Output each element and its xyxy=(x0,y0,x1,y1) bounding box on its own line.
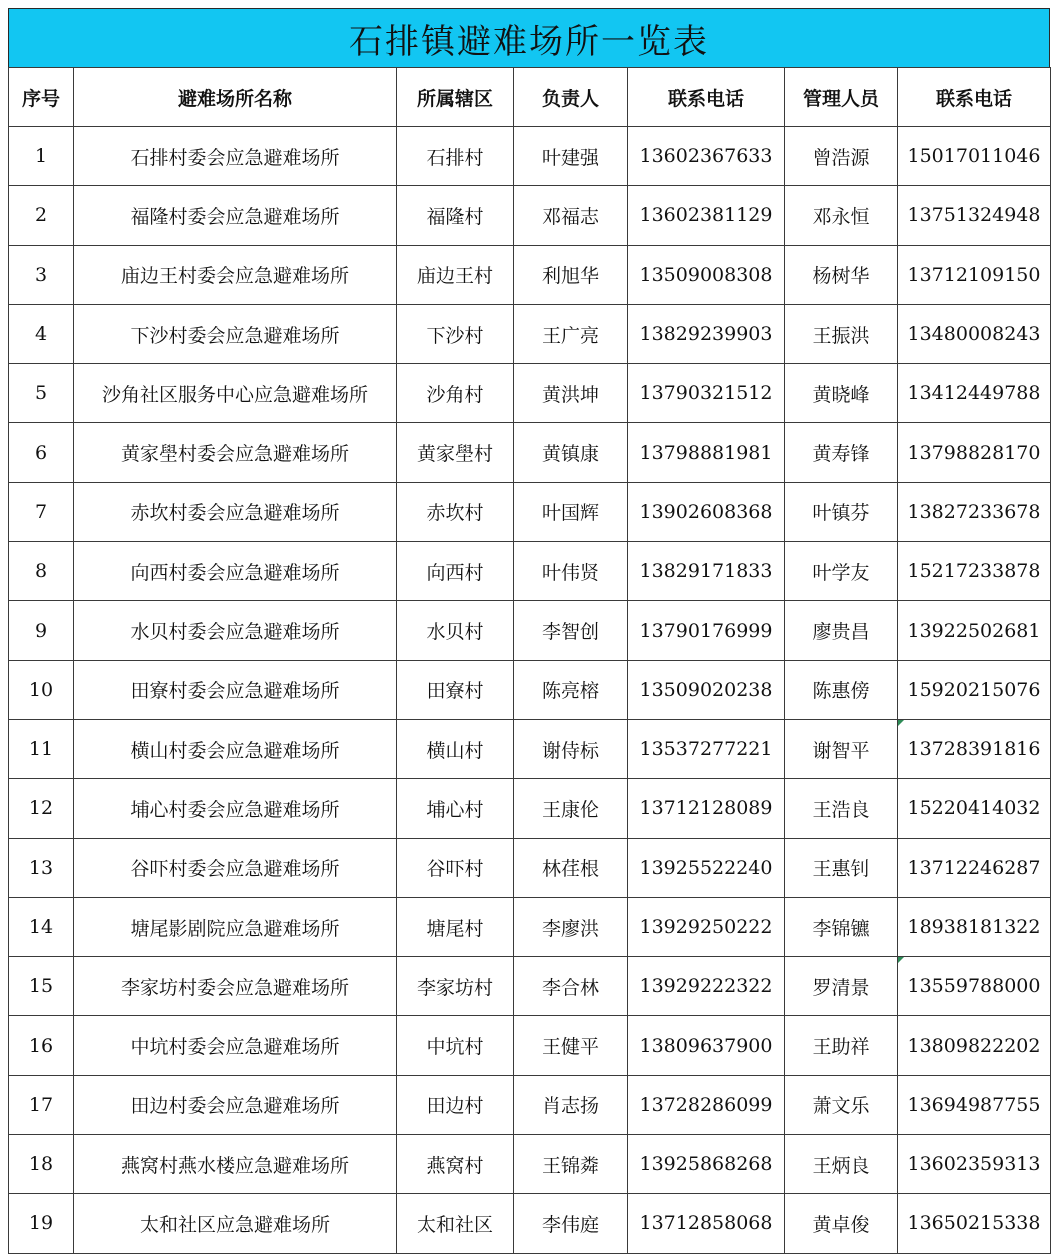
cell-manager-phone[interactable]: 18938181322 xyxy=(898,897,1051,956)
cell-phone[interactable]: 13509008308 xyxy=(628,245,785,304)
cell-responsible[interactable]: 王健平 xyxy=(514,1016,628,1075)
sheet-title: 石排镇避难场所一览表 xyxy=(8,8,1050,67)
cell-manager[interactable]: 李锦镳 xyxy=(785,897,898,956)
header-district[interactable]: 所属辖区 xyxy=(397,68,514,127)
cell-district[interactable]: 向西村 xyxy=(397,542,514,601)
table-row xyxy=(9,1194,1051,1253)
table-row xyxy=(9,127,1051,186)
cell-manager-phone[interactable]: 13694987755 xyxy=(898,1075,1051,1134)
cell-shelter-name[interactable]: 李家坊村委会应急避难场所 xyxy=(74,957,397,1016)
cell-district[interactable]: 塘尾村 xyxy=(397,897,514,956)
cell-manager[interactable]: 杨树华 xyxy=(785,245,898,304)
cell-shelter-name[interactable]: 田寮村委会应急避难场所 xyxy=(74,660,397,719)
cell-shelter-name[interactable]: 燕窝村燕水楼应急避难场所 xyxy=(74,1135,397,1194)
cell-index[interactable]: 10 xyxy=(9,660,74,719)
cell-manager-phone[interactable]: 13827233678 xyxy=(898,482,1051,541)
cell-manager[interactable]: 王浩良 xyxy=(785,779,898,838)
cell-index[interactable]: 16 xyxy=(9,1016,74,1075)
header-index[interactable]: 序号 xyxy=(9,68,74,127)
cell-index[interactable]: 2 xyxy=(9,186,74,245)
cell-index[interactable]: 8 xyxy=(9,542,74,601)
cell-phone[interactable]: 13712858068 xyxy=(628,1194,785,1253)
cell-manager[interactable]: 邓永恒 xyxy=(785,186,898,245)
cell-district[interactable]: 中坑村 xyxy=(397,1016,514,1075)
cell-manager[interactable]: 廖贵昌 xyxy=(785,601,898,660)
cell-phone[interactable]: 13929250222 xyxy=(628,897,785,956)
table-row xyxy=(9,660,1051,719)
header-phone[interactable]: 联系电话 xyxy=(628,68,785,127)
cell-index[interactable]: 11 xyxy=(9,719,74,778)
cell-responsible[interactable]: 谢侍标 xyxy=(514,719,628,778)
cell-responsible[interactable]: 李合林 xyxy=(514,957,628,1016)
cell-index[interactable]: 9 xyxy=(9,601,74,660)
cell-district[interactable]: 田寮村 xyxy=(397,660,514,719)
cell-responsible[interactable]: 李廖洪 xyxy=(514,897,628,956)
cell-manager[interactable]: 黄晓峰 xyxy=(785,364,898,423)
header-row xyxy=(9,68,1051,127)
cell-district[interactable]: 谷吓村 xyxy=(397,838,514,897)
cell-shelter-name[interactable]: 太和社区应急避难场所 xyxy=(74,1194,397,1253)
cell-phone[interactable]: 13602367633 xyxy=(628,127,785,186)
cell-manager[interactable]: 萧文乐 xyxy=(785,1075,898,1134)
cell-responsible[interactable]: 邓福志 xyxy=(514,186,628,245)
cell-index[interactable]: 7 xyxy=(9,482,74,541)
cell-responsible[interactable]: 李智创 xyxy=(514,601,628,660)
cell-phone[interactable]: 13602381129 xyxy=(628,186,785,245)
cell-manager-phone[interactable]: 15017011046 xyxy=(898,127,1051,186)
cell-responsible[interactable]: 李伟庭 xyxy=(514,1194,628,1253)
cell-district[interactable]: 田边村 xyxy=(397,1075,514,1134)
cell-responsible[interactable]: 叶建强 xyxy=(514,127,628,186)
cell-responsible[interactable]: 利旭华 xyxy=(514,245,628,304)
cell-manager[interactable]: 黄寿锋 xyxy=(785,423,898,482)
cell-phone[interactable]: 13809637900 xyxy=(628,1016,785,1075)
cell-responsible[interactable]: 肖志扬 xyxy=(514,1075,628,1134)
header-shelter-name[interactable]: 避难场所名称 xyxy=(74,68,397,127)
cell-shelter-name[interactable]: 横山村委会应急避难场所 xyxy=(74,719,397,778)
cell-phone[interactable]: 13929222322 xyxy=(628,957,785,1016)
cell-manager-phone[interactable]: 13809822202 xyxy=(898,1016,1051,1075)
cell-index[interactable]: 4 xyxy=(9,304,74,363)
cell-district[interactable]: 福隆村 xyxy=(397,186,514,245)
cell-responsible[interactable]: 王广亮 xyxy=(514,304,628,363)
cell-phone[interactable]: 13790321512 xyxy=(628,364,785,423)
cell-district[interactable]: 水贝村 xyxy=(397,601,514,660)
cell-district[interactable]: 沙角村 xyxy=(397,364,514,423)
cell-shelter-name[interactable]: 水贝村委会应急避难场所 xyxy=(74,601,397,660)
cell-responsible[interactable]: 叶伟贤 xyxy=(514,542,628,601)
header-manager[interactable]: 管理人员 xyxy=(785,68,898,127)
cell-phone[interactable]: 13509020238 xyxy=(628,660,785,719)
table-row xyxy=(9,423,1051,482)
table-row xyxy=(9,304,1051,363)
cell-manager-phone[interactable]: 13412449788 xyxy=(898,364,1051,423)
cell-shelter-name[interactable]: 埔心村委会应急避难场所 xyxy=(74,779,397,838)
cell-shelter-name[interactable]: 谷吓村委会应急避难场所 xyxy=(74,838,397,897)
cell-index[interactable]: 14 xyxy=(9,897,74,956)
cell-shelter-name[interactable]: 庙边王村委会应急避难场所 xyxy=(74,245,397,304)
cell-responsible[interactable]: 陈亮榕 xyxy=(514,660,628,719)
table-row xyxy=(9,1016,1051,1075)
cell-phone[interactable]: 13902608368 xyxy=(628,482,785,541)
cell-shelter-name[interactable]: 赤坎村委会应急避难场所 xyxy=(74,482,397,541)
table-row xyxy=(9,1135,1051,1194)
cell-shelter-name[interactable]: 田边村委会应急避难场所 xyxy=(74,1075,397,1134)
cell-manager-phone[interactable]: 15920215076 xyxy=(898,660,1051,719)
cell-district[interactable]: 石排村 xyxy=(397,127,514,186)
cell-manager[interactable]: 黄卓俊 xyxy=(785,1194,898,1253)
cell-shelter-name[interactable]: 向西村委会应急避难场所 xyxy=(74,542,397,601)
table-row xyxy=(9,719,1051,778)
cell-shelter-name[interactable]: 黄家壆村委会应急避难场所 xyxy=(74,423,397,482)
cell-phone[interactable]: 13728286099 xyxy=(628,1075,785,1134)
cell-phone[interactable]: 13712128089 xyxy=(628,779,785,838)
cell-index[interactable]: 6 xyxy=(9,423,74,482)
cell-manager[interactable]: 罗清景 xyxy=(785,957,898,1016)
cell-responsible[interactable]: 黄镇康 xyxy=(514,423,628,482)
cell-responsible[interactable]: 王康伦 xyxy=(514,779,628,838)
cell-shelter-name[interactable]: 下沙村委会应急避难场所 xyxy=(74,304,397,363)
cell-manager-phone[interactable]: 13712109150 xyxy=(898,245,1051,304)
cell-shelter-name[interactable]: 塘尾影剧院应急避难场所 xyxy=(74,897,397,956)
cell-manager-phone[interactable]: 15217233878 xyxy=(898,542,1051,601)
cell-phone[interactable]: 13829171833 xyxy=(628,542,785,601)
cell-index[interactable]: 18 xyxy=(9,1135,74,1194)
cell-manager-phone[interactable]: 13751324948 xyxy=(898,186,1051,245)
spreadsheet xyxy=(8,8,1050,1254)
cell-manager[interactable]: 叶学友 xyxy=(785,542,898,601)
cell-manager[interactable]: 曾浩源 xyxy=(785,127,898,186)
cell-manager-phone[interactable]: 13728391816 xyxy=(898,719,1051,778)
cell-manager-phone[interactable]: 13480008243 xyxy=(898,304,1051,363)
cell-responsible[interactable]: 叶国辉 xyxy=(514,482,628,541)
table-row xyxy=(9,364,1051,423)
table-row xyxy=(9,186,1051,245)
cell-index[interactable]: 1 xyxy=(9,127,74,186)
cell-index[interactable]: 17 xyxy=(9,1075,74,1134)
cell-responsible[interactable]: 王锦粦 xyxy=(514,1135,628,1194)
table-row xyxy=(9,838,1051,897)
header-responsible[interactable]: 负责人 xyxy=(514,68,628,127)
cell-index[interactable]: 12 xyxy=(9,779,74,838)
table-row xyxy=(9,1075,1051,1134)
cell-phone[interactable]: 13790176999 xyxy=(628,601,785,660)
cell-shelter-name[interactable]: 石排村委会应急避难场所 xyxy=(74,127,397,186)
cell-manager-phone[interactable]: 13602359313 xyxy=(898,1135,1051,1194)
cell-phone[interactable]: 13829239903 xyxy=(628,304,785,363)
cell-district[interactable]: 横山村 xyxy=(397,719,514,778)
cell-manager[interactable]: 王助祥 xyxy=(785,1016,898,1075)
shelter-table xyxy=(8,67,1051,1254)
cell-district[interactable]: 庙边王村 xyxy=(397,245,514,304)
cell-phone[interactable]: 13925522240 xyxy=(628,838,785,897)
cell-manager[interactable]: 王惠钊 xyxy=(785,838,898,897)
cell-manager-phone[interactable]: 13559788000 xyxy=(898,957,1051,1016)
cell-district[interactable]: 太和社区 xyxy=(397,1194,514,1253)
cell-index[interactable]: 5 xyxy=(9,364,74,423)
cell-index[interactable]: 15 xyxy=(9,957,74,1016)
table-row xyxy=(9,542,1051,601)
cell-manager[interactable]: 陈惠傍 xyxy=(785,660,898,719)
cell-manager[interactable]: 王振洪 xyxy=(785,304,898,363)
cell-shelter-name[interactable]: 沙角社区服务中心应急避难场所 xyxy=(74,364,397,423)
cell-manager-phone[interactable]: 15220414032 xyxy=(898,779,1051,838)
cell-index[interactable]: 3 xyxy=(9,245,74,304)
cell-responsible[interactable]: 黄洪坤 xyxy=(514,364,628,423)
cell-manager-phone[interactable]: 13712246287 xyxy=(898,838,1051,897)
header-manager-phone[interactable]: 联系电话 xyxy=(898,68,1051,127)
cell-district[interactable]: 埔心村 xyxy=(397,779,514,838)
cell-index[interactable]: 13 xyxy=(9,838,74,897)
cell-manager-phone[interactable]: 13922502681 xyxy=(898,601,1051,660)
cell-manager[interactable]: 王炳良 xyxy=(785,1135,898,1194)
cell-district[interactable]: 赤坎村 xyxy=(397,482,514,541)
cell-district[interactable]: 李家坊村 xyxy=(397,957,514,1016)
cell-manager[interactable]: 谢智平 xyxy=(785,719,898,778)
cell-responsible[interactable]: 林荏根 xyxy=(514,838,628,897)
table-row xyxy=(9,779,1051,838)
cell-index[interactable]: 19 xyxy=(9,1194,74,1253)
cell-manager-phone[interactable]: 13650215338 xyxy=(898,1194,1051,1253)
cell-manager-phone[interactable]: 13798828170 xyxy=(898,423,1051,482)
table-row xyxy=(9,601,1051,660)
cell-phone[interactable]: 13537277221 xyxy=(628,719,785,778)
cell-shelter-name[interactable]: 中坑村委会应急避难场所 xyxy=(74,1016,397,1075)
cell-district[interactable]: 燕窝村 xyxy=(397,1135,514,1194)
cell-phone[interactable]: 13798881981 xyxy=(628,423,785,482)
cell-manager[interactable]: 叶镇芬 xyxy=(785,482,898,541)
cell-district[interactable]: 黄家壆村 xyxy=(397,423,514,482)
cell-phone[interactable]: 13925868268 xyxy=(628,1135,785,1194)
cell-shelter-name[interactable]: 福隆村委会应急避难场所 xyxy=(74,186,397,245)
table-row xyxy=(9,897,1051,956)
table-row xyxy=(9,482,1051,541)
table-row xyxy=(9,957,1051,1016)
cell-district[interactable]: 下沙村 xyxy=(397,304,514,363)
table-row xyxy=(9,245,1051,304)
